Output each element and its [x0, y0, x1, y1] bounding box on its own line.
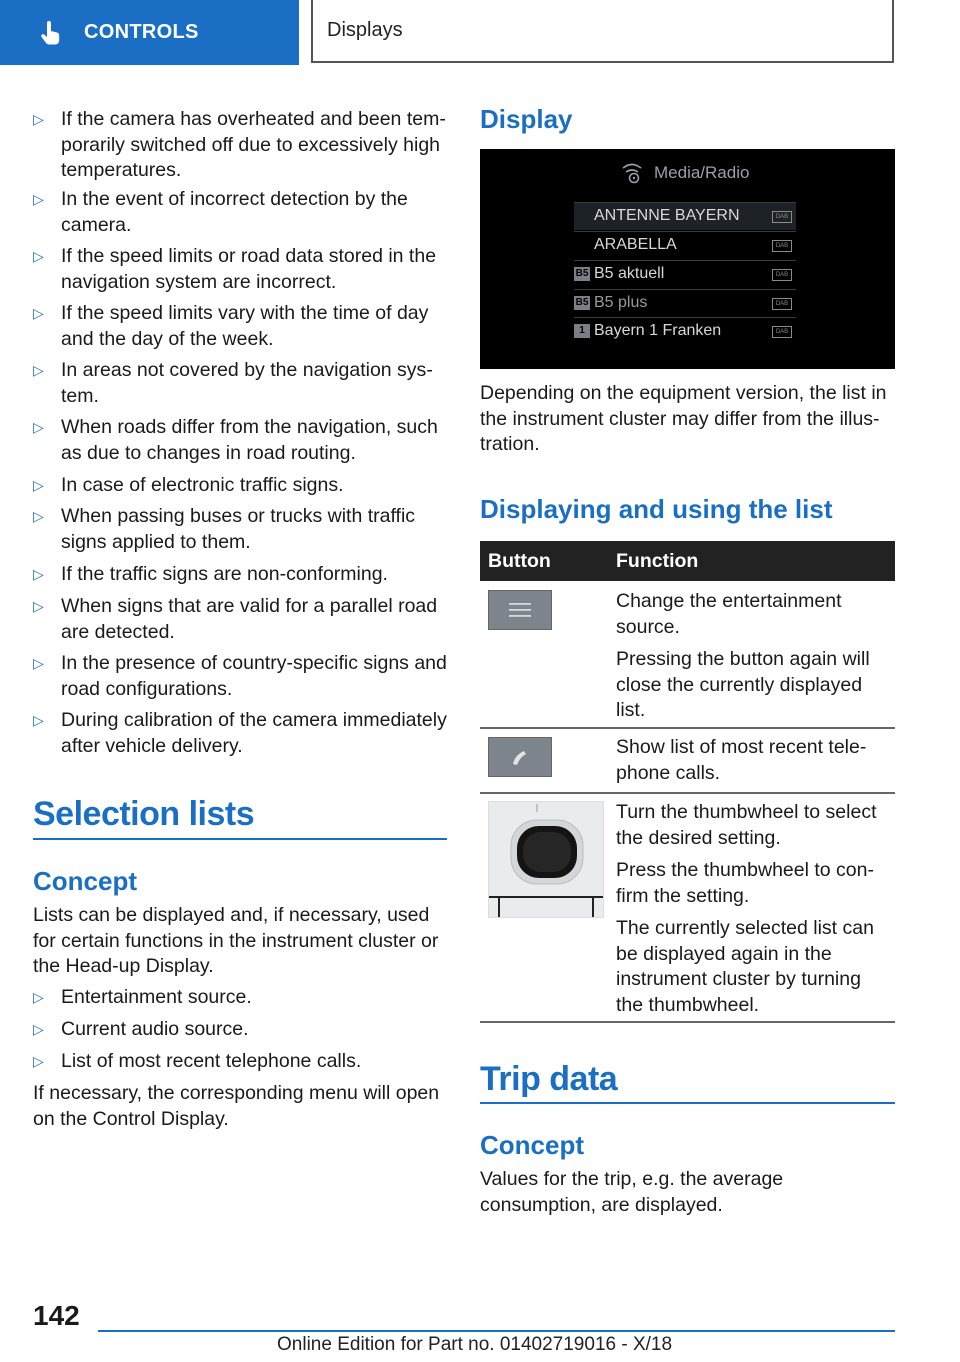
list-item: ▷ When passing buses or trucks with traffic signs applied to them. — [33, 505, 416, 553]
media-radio-icon — [620, 162, 644, 184]
triangle-bullet-icon: ▷ — [33, 1021, 44, 1037]
station-row: ARABELLA DAB — [574, 231, 796, 259]
triangle-bullet-icon: ▷ — [33, 248, 44, 264]
section-tab[interactable] — [0, 0, 299, 65]
selection-lists-outro: If necessary, the corresponding menu will open on the Control Display. — [33, 1082, 440, 1130]
trip-concept-heading: Concept — [480, 1130, 584, 1160]
chapter-label: Displays — [327, 19, 403, 41]
row-divider — [480, 727, 895, 729]
triangle-bullet-icon: ▷ — [33, 419, 44, 435]
table-cell-function: Change the entertainment source. Pressing the button again will close the currently displayed list. — [616, 590, 870, 721]
display-caption: Depending on the equipment version, the list in the instrument cluster may differ from the illustration. — [480, 382, 887, 455]
dab-badge-icon: DAB — [772, 326, 792, 338]
selection-lists-intro: Lists can be displayed and, if necessary, used for certain functions in the instrument cluster or the Head-up Display. — [33, 904, 439, 977]
triangle-bullet-icon: ▷ — [33, 305, 44, 321]
triangle-bullet-icon: ▷ — [33, 111, 44, 127]
list-item: ▷ Entertainment source. — [33, 985, 447, 1012]
thumbwheel-icon — [488, 801, 604, 918]
triangle-bullet-icon: ▷ — [33, 191, 44, 207]
pointing-hand-icon — [38, 20, 64, 46]
list-item: ▷ In the presence of country-specific signs and road configurations. — [33, 652, 447, 700]
list-item: ▷ When signs that are valid for a parallel road are detected. — [33, 595, 438, 643]
trip-data-text: Values for the trip, e.g. the average consumption, are displayed. — [480, 1168, 784, 1216]
dab-badge-icon: DAB — [772, 211, 792, 223]
triangle-bullet-icon: ▷ — [33, 712, 44, 728]
concept-heading: Concept — [33, 866, 137, 896]
list-item: ▷ List of most recent telephone calls. — [33, 1049, 447, 1076]
trip-data-heading: Trip data — [480, 1060, 618, 1098]
media-radio-screen-image — [480, 149, 895, 369]
list-item: ▷ If the speed limits vary with the time of day and the day of the week. — [33, 302, 429, 350]
station-row: B5 B5 plus DAB — [574, 289, 796, 317]
list-item: ▷ If the speed limits or road data stored in the navigation system are incorrect. — [33, 245, 437, 293]
heading-rule — [33, 838, 447, 840]
triangle-bullet-icon: ▷ — [33, 566, 44, 582]
column-header-button: Button — [488, 550, 551, 572]
list-item: ▷ During calibration of the camera immediately after vehicle delivery. — [33, 709, 447, 757]
column-header-function: Function — [616, 550, 699, 572]
triangle-bullet-icon: ▷ — [33, 1053, 44, 1069]
station-row: ANTENNE BAYERN DAB — [574, 202, 796, 230]
footer-edition-text: Online Edition for Part no. 01402719016 - X/18 — [277, 1334, 673, 1355]
triangle-bullet-icon: ▷ — [33, 655, 44, 671]
list-item: ▷ In areas not covered by the navigation system. — [33, 359, 433, 407]
dab-badge-icon: DAB — [772, 269, 792, 281]
row-divider — [480, 792, 895, 794]
media-radio-title: Media/Radio — [654, 163, 750, 182]
station-logo-icon: B5 — [575, 268, 589, 279]
using-list-heading: Displaying and using the list — [480, 494, 833, 524]
list-item: ▷ In case of electronic traffic signs. — [33, 473, 447, 500]
triangle-bullet-icon: ▷ — [33, 508, 44, 524]
list-item: ▷ Current audio source. — [33, 1017, 447, 1044]
list-item: ▷ If the camera has overheated and been temporarily switched off due to excessively high temperatures. — [33, 108, 446, 181]
chapter-header — [311, 0, 894, 63]
table-cell-function: Show list of most recent telephone calls. — [616, 736, 867, 784]
list-item: ▷ In the event of incorrect detection by the camera. — [33, 188, 408, 236]
triangle-bullet-icon: ▷ — [33, 989, 44, 1005]
phone-icon — [488, 737, 552, 777]
triangle-bullet-icon: ▷ — [33, 477, 44, 493]
table-header — [480, 541, 895, 581]
dab-badge-icon: DAB — [772, 240, 792, 252]
triangle-bullet-icon: ▷ — [33, 598, 44, 614]
list-item: ▷ If the traffic signs are non-conforming. — [33, 562, 447, 589]
station-row: B5 B5 aktuell DAB — [574, 260, 796, 288]
page-number: 142 — [33, 1300, 80, 1331]
table-cell-function: Turn the thumbwheel to select the desired setting. Press the thumbwheel to confirm the setting. The currently selected list can be displayed again in the instrument cluster by turning the thumbwheel. — [616, 801, 877, 1016]
section-label: CONTROLS — [84, 21, 199, 43]
station-logo-icon: B5 — [575, 297, 589, 308]
footer-rule — [98, 1330, 895, 1332]
triangle-bullet-icon: ▷ — [33, 362, 44, 378]
list-icon — [488, 590, 552, 630]
list-item: ▷ When roads differ from the navigation, such as due to changes in road routing. — [33, 416, 438, 464]
dab-badge-icon: DAB — [772, 298, 792, 310]
selection-lists-heading: Selection lists — [33, 795, 255, 833]
row-divider — [480, 1021, 895, 1023]
station-row: 1 Bayern 1 Franken DAB — [574, 317, 796, 345]
heading-rule — [480, 1102, 895, 1104]
station-logo-icon: 1 — [574, 324, 590, 338]
display-heading: Display — [480, 104, 573, 134]
